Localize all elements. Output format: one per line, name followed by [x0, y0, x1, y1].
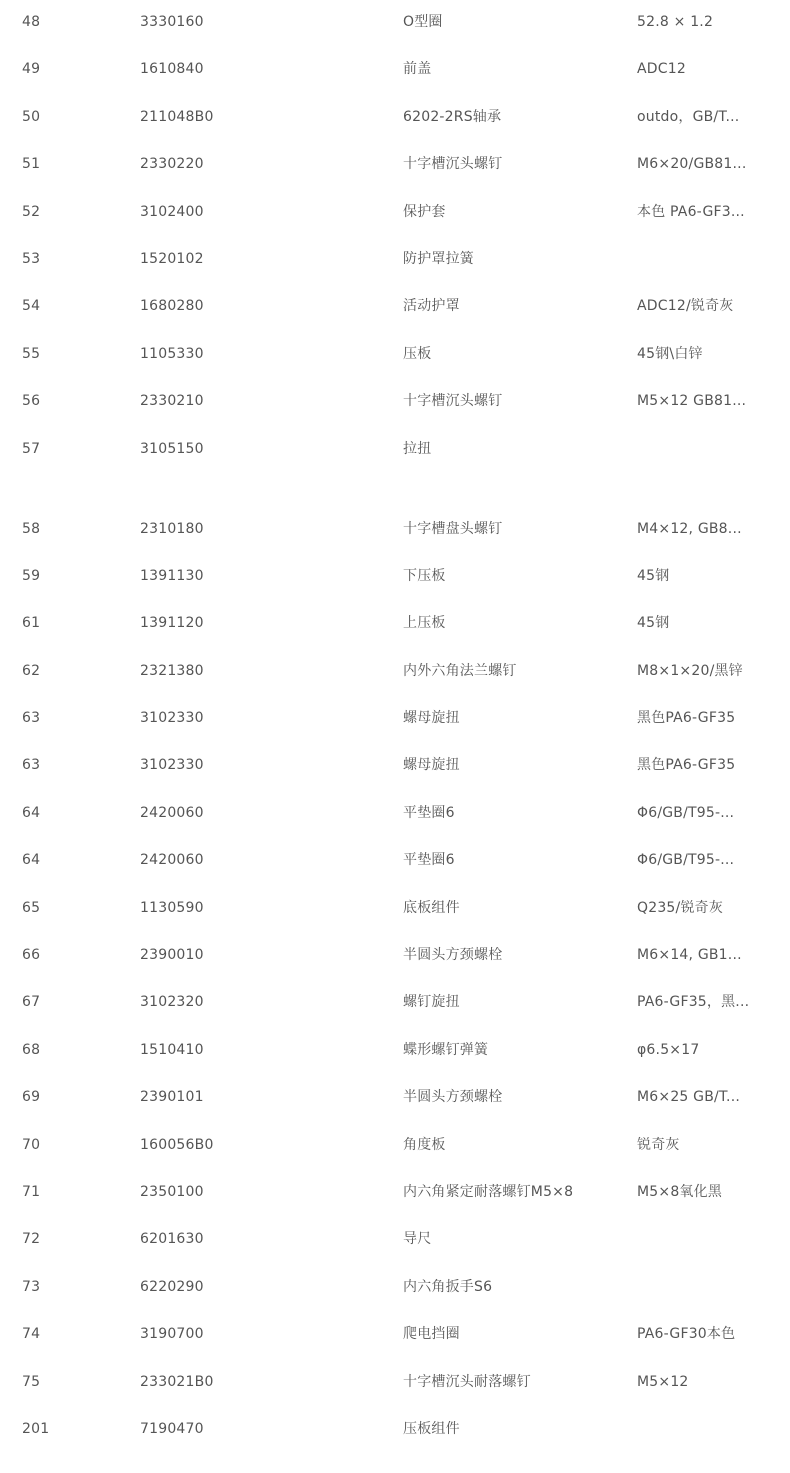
part-name: 十字槽盘头螺钉 — [403, 520, 503, 537]
part-spec: M6×14, GB1... — [637, 947, 742, 964]
part-spec: PA6-GF30本色 — [637, 1326, 736, 1343]
part-spec: Φ6/GB/T95-... — [637, 852, 735, 869]
table-row — [0, 237, 790, 284]
part-code: 3190700 — [140, 1326, 204, 1343]
table-row — [0, 47, 790, 94]
table-row — [0, 507, 790, 554]
part-name: 蝶形螺钉弹簧 — [403, 1041, 489, 1058]
part-name: 内六角紧定耐落螺钉M5×8 — [403, 1183, 574, 1200]
part-code: 1391120 — [140, 615, 204, 632]
part-code: 1510410 — [140, 1041, 204, 1058]
part-name: O型圈 — [403, 14, 443, 30]
part-name: 6202-2RS轴承 — [403, 108, 502, 125]
part-code: 1520102 — [140, 250, 204, 267]
row-seq-number: 67 — [22, 994, 41, 1011]
part-spec: 锐奇灰 — [637, 1136, 680, 1153]
part-name: 十字槽沉头螺钉 — [403, 393, 503, 410]
part-code: 2420060 — [140, 852, 204, 869]
row-seq-number: 54 — [22, 298, 41, 315]
table-row — [0, 95, 790, 142]
table-row — [0, 554, 790, 601]
part-name: 十字槽沉头螺钉 — [403, 156, 503, 173]
row-seq-number: 57 — [22, 440, 41, 457]
part-spec: M5×12 GB81... — [637, 393, 747, 410]
row-seq-number: 69 — [22, 1089, 41, 1106]
part-code: 3102330 — [140, 710, 204, 727]
part-name: 半圆头方颈螺栓 — [403, 947, 503, 964]
part-code: 3330160 — [140, 14, 204, 30]
row-seq-number: 61 — [22, 615, 41, 632]
part-name: 底板组件 — [403, 899, 460, 916]
part-name: 拉扭 — [403, 440, 432, 457]
table-row — [0, 743, 790, 790]
part-code: 2310180 — [140, 520, 204, 537]
part-code: 2350100 — [140, 1183, 204, 1200]
row-seq-number: 71 — [22, 1183, 41, 1200]
part-spec: Φ6/GB/T95-... — [637, 804, 735, 821]
part-spec: 本色 PA6-GF3... — [637, 203, 745, 220]
part-name: 内外六角法兰螺钉 — [403, 662, 517, 679]
row-seq-number: 68 — [22, 1041, 41, 1058]
part-spec: outdo，GB/T... — [637, 108, 740, 125]
part-name: 螺母旋扭 — [403, 757, 460, 774]
part-spec: 黑色PA6-GF35 — [637, 710, 736, 727]
table-row — [0, 649, 790, 696]
part-spec: 45钢 — [637, 615, 670, 632]
part-code: 2330220 — [140, 156, 204, 173]
table-row — [0, 1075, 790, 1122]
row-seq-number: 49 — [22, 61, 41, 78]
part-code: 7190470 — [140, 1420, 204, 1437]
part-code: 211048B0 — [140, 108, 214, 125]
table-row — [0, 791, 790, 838]
table-row — [0, 1360, 790, 1407]
part-code: 160056B0 — [140, 1136, 214, 1153]
table-row — [0, 1265, 790, 1312]
part-code: 3105150 — [140, 440, 204, 457]
part-name: 前盖 — [403, 61, 432, 78]
row-seq-number: 53 — [22, 250, 41, 267]
part-spec: Q235/锐奇灰 — [637, 899, 724, 916]
row-seq-number: 48 — [22, 14, 41, 30]
part-spec: PA6-GF35，黑... — [637, 994, 750, 1011]
table-row — [0, 1312, 790, 1359]
table-row — [0, 1407, 790, 1454]
part-name: 螺母旋扭 — [403, 710, 460, 727]
table-row — [0, 886, 790, 933]
part-spec: ADC12 — [637, 61, 686, 78]
part-name: 角度板 — [403, 1136, 446, 1153]
table-row — [0, 190, 790, 237]
part-code: 2330210 — [140, 393, 204, 410]
part-name: 活动护罩 — [403, 298, 460, 315]
part-code: 2390101 — [140, 1089, 204, 1106]
part-spec: 黑色PA6-GF35 — [637, 757, 736, 774]
row-seq-number: 56 — [22, 393, 41, 410]
part-spec: ADC12/锐奇灰 — [637, 298, 734, 315]
part-name: 压板 — [403, 345, 432, 362]
part-spec: M5×8氧化黑 — [637, 1183, 723, 1200]
row-seq-number: 64 — [22, 804, 41, 821]
part-code: 6201630 — [140, 1231, 204, 1248]
table-row — [0, 332, 790, 379]
part-name: 压板组件 — [403, 1420, 460, 1437]
part-code: 3102320 — [140, 994, 204, 1011]
part-code: 2390010 — [140, 947, 204, 964]
part-spec: 45钢\白锌 — [637, 345, 703, 362]
row-seq-number: 52 — [22, 203, 41, 220]
part-code: 1610840 — [140, 61, 204, 78]
part-spec: 45钢 — [637, 567, 670, 584]
table-row — [0, 142, 790, 189]
part-code: 233021B0 — [140, 1373, 214, 1390]
row-seq-number: 50 — [22, 108, 41, 125]
part-name: 螺钉旋扭 — [403, 994, 460, 1011]
row-seq-number: 75 — [22, 1373, 41, 1390]
table-row — [0, 980, 790, 1027]
part-name: 十字槽沉头耐落螺钉 — [403, 1373, 531, 1390]
part-name: 上压板 — [403, 615, 446, 632]
part-code: 3102400 — [140, 203, 204, 220]
part-spec: 52.8 × 1.2 — [637, 14, 714, 30]
part-spec: M6×20/GB81... — [637, 156, 747, 173]
row-seq-number: 73 — [22, 1278, 41, 1295]
row-seq-number: 59 — [22, 567, 41, 584]
table-row — [0, 379, 790, 426]
row-seq-number: 55 — [22, 345, 41, 362]
table-row — [0, 284, 790, 331]
part-name: 防护罩拉簧 — [403, 250, 474, 267]
part-name: 半圆头方颈螺栓 — [403, 1089, 503, 1106]
part-name: 保护套 — [403, 203, 446, 220]
table-row — [0, 933, 790, 980]
part-code: 1130590 — [140, 899, 204, 916]
part-name: 导尺 — [403, 1231, 432, 1248]
row-seq-number: 74 — [22, 1326, 41, 1343]
row-seq-number: 72 — [22, 1231, 41, 1248]
part-code: 6220290 — [140, 1278, 204, 1295]
table-row — [0, 601, 790, 648]
part-name: 爬电挡圈 — [403, 1326, 460, 1343]
part-code: 2420060 — [140, 804, 204, 821]
part-code: 1391130 — [140, 567, 204, 584]
row-seq-number: 66 — [22, 947, 41, 964]
part-code: 1680280 — [140, 298, 204, 315]
table-row — [0, 0, 790, 47]
row-seq-number: 51 — [22, 156, 41, 173]
row-seq-number: 63 — [22, 710, 41, 727]
part-code: 1105330 — [140, 345, 204, 362]
part-name: 内六角扳手S6 — [403, 1278, 493, 1295]
row-seq-number: 70 — [22, 1136, 41, 1153]
table-row — [0, 838, 790, 885]
part-name: 平垫圈6 — [403, 804, 455, 821]
part-name: 平垫圈6 — [403, 852, 455, 869]
row-seq-number: 63 — [22, 757, 41, 774]
table-row — [0, 1170, 790, 1217]
part-code: 3102330 — [140, 757, 204, 774]
row-seq-number: 58 — [22, 520, 41, 537]
row-seq-number: 62 — [22, 662, 41, 679]
table-row — [0, 1028, 790, 1075]
row-seq-number: 64 — [22, 852, 41, 869]
row-seq-number: 65 — [22, 899, 41, 916]
part-code: 2321380 — [140, 662, 204, 679]
part-spec: M8×1×20/黑锌 — [637, 662, 743, 679]
part-spec: M5×12 — [637, 1373, 689, 1390]
table-row — [0, 1217, 790, 1264]
row-seq-number: 201 — [22, 1420, 50, 1437]
table-row — [0, 427, 790, 507]
part-name: 下压板 — [403, 567, 446, 584]
part-spec: M6×25 GB/T... — [637, 1089, 740, 1106]
table-row — [0, 1123, 790, 1170]
table-row — [0, 696, 790, 743]
part-spec: φ6.5×17 — [637, 1041, 700, 1058]
part-spec: M4×12, GB8... — [637, 520, 742, 537]
